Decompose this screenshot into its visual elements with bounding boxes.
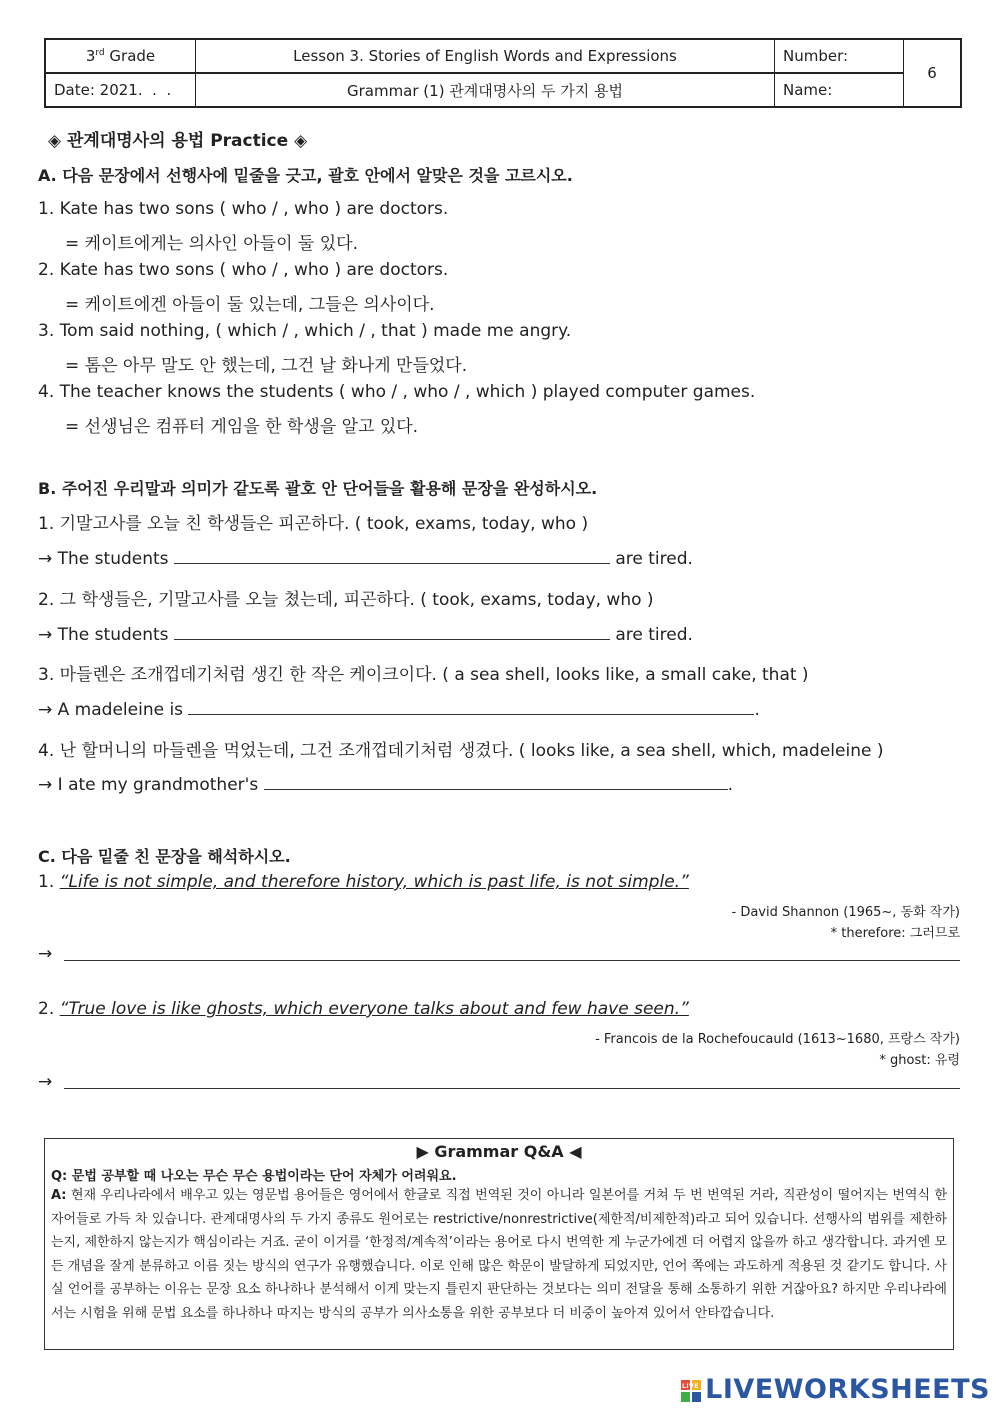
arrow: →	[38, 944, 53, 964]
section-c-item-2	[38, 999, 689, 1019]
answer-tail: .	[727, 775, 733, 795]
number-label: Number:	[775, 39, 904, 73]
translation-blank[interactable]	[64, 1072, 960, 1089]
qa-question	[51, 1165, 947, 1184]
section-a-item-4[interactable]: 4. The teacher knows the students ( who / , who / , which ) played computer games.	[38, 382, 756, 402]
quote-source: - Francois de la Rochefoucauld (1613~1680, 프랑스 작가)	[595, 1032, 960, 1047]
section-b-item-1-prompt: 1. 기말고사를 오늘 친 학생들은 피곤하다. ( took, exams, today, who )	[38, 514, 589, 534]
qa-title: ▶ Grammar Q&A ◀	[416, 1142, 582, 1161]
answer-tail: are tired.	[615, 549, 693, 569]
section-b-item-2-prompt: 2. 그 학생들은, 기말고사를 오늘 쳤는데, 피곤하다. ( took, exams, today, who )	[38, 590, 654, 610]
grade-number: 3	[85, 47, 96, 65]
quote: “True love is like ghosts, which everyone talks about and few have seen.”	[59, 999, 689, 1019]
answer-blank[interactable]	[188, 698, 754, 715]
section-b-item-3-answer	[38, 698, 760, 720]
q-text: 문법 공부할 때 나오는 무슨 무슨 용법이라는 단어 자체가 어려워요.	[67, 1169, 457, 1184]
item-number: 1.	[38, 872, 55, 892]
answer-lead: → I ate my grandmother's	[38, 775, 259, 795]
liveworksheets-logo-mark	[681, 1380, 701, 1402]
section-a-item-1-translation: = 케이트에게는 의사인 아들이 둘 있다.	[65, 234, 358, 254]
section-a-item-2-translation: = 케이트에겐 아들이 둘 있는데, 그들은 의사이다.	[65, 295, 435, 315]
section-b-item-1-answer	[38, 547, 693, 569]
a-text: 현재 우리나라에서 배우고 있는 영문법 용어들은 영어에서 한글로 직접 번역된 것이 아니라 일본어를 거쳐 두 번 번역된 거라, 직관성이 떨어지는 번역식 한자어들로 가득 차 있습니다. 관계대명사의 두 가지 종류도 원어로는 restrictive/nonrestrictive(제한적/비제한적)라고 되어 있습니다. 선행사의 범위를 제한하는지, 제한하지 않는지가 핵심이라는 거죠. 굳이 이거를 ‘한정적/계속적’이라는 용어로 다시 번역한 게 누군가에겐 더 어렵지 않을까 하고 생각합니다. 과거엔 모든 개념을 잘게 분류하고 이름 짓는 방식의 연구가 유행했습니다. 이로 인해 많은 학문이 발달하게 되었지만, 언어 쪽에는 과도하게 적용된 것 같기도 합니다. 사실 언어를 공부하는 이유는 문장 요소 하나하나 분석해서 이게 맞는지 틀린지 판단하는 것보다는 의미 전달을 통해 소통하기 위한 거잖아요? 하지만 우리나라에서는 시험을 위해 문법 요소를 하나하나 따지는 방식의 공부가 의사소통을 위한 공부보다 더 비중이 높아져 있어서 안타깝습니다.	[51, 1188, 947, 1321]
section-b-item-4-answer	[38, 773, 733, 795]
arrow: →	[38, 1072, 53, 1092]
qa-answer	[51, 1184, 947, 1325]
section-b-instruction: B. 주어진 우리말과 의미가 같도록 괄호 안 단어들을 활용해 문장을 완성하시오.	[38, 479, 598, 498]
vocab-note: * ghost: 유령	[879, 1053, 960, 1068]
q-label: Q:	[51, 1169, 68, 1184]
translation-line-1	[38, 944, 960, 964]
section-a-item-2[interactable]: 2. Kate has two sons ( who / , who ) are doctors.	[38, 260, 449, 280]
grade-suffix: rd	[95, 48, 105, 58]
date-label: Date: 2021. . .	[45, 73, 196, 107]
item-number: 2.	[38, 999, 55, 1019]
answer-tail: are tired.	[615, 625, 693, 645]
answer-tail: .	[754, 700, 760, 720]
header-table	[44, 38, 962, 108]
section-b-item-3-prompt: 3. 마들렌은 조개껍데기처럼 생긴 한 작은 케이크이다. ( a sea shell, looks like, a small cake, that )	[38, 665, 809, 685]
answer-lead: → The students	[38, 549, 169, 569]
section-c-item-1	[38, 872, 689, 892]
section-b-item-4-prompt: 4. 난 할머니의 마들렌을 먹었는데, 그건 조개껍데기처럼 생겼다. ( looks like, a sea shell, which, madeleine )	[38, 741, 884, 761]
answer-lead: → The students	[38, 625, 169, 645]
svg-text:LIVE: LIVE	[682, 1382, 699, 1390]
quote: “Life is not simple, and therefore history, which is past life, is not simple.”	[59, 872, 689, 892]
grade-cell	[45, 39, 196, 73]
grammar-qa-box	[44, 1138, 954, 1350]
grade-word: Grade	[104, 47, 156, 65]
answer-blank[interactable]	[174, 547, 610, 564]
section-a-instruction: A. 다음 문장에서 선행사에 밑줄을 긋고, 괄호 안에서 알맞은 것을 고르시오.	[38, 166, 573, 185]
section-a-item-3[interactable]: 3. Tom said nothing, ( which / , which / , that ) made me angry.	[38, 321, 572, 341]
liveworksheets-logo[interactable]	[681, 1374, 990, 1405]
answer-blank[interactable]	[264, 773, 728, 790]
vocab-note: * therefore: 그러므로	[830, 926, 960, 941]
lesson-title: Lesson 3. Stories of English Words and Expressions	[196, 39, 775, 73]
name-label: Name:	[775, 73, 904, 107]
brand-name: LIVEWORKSHEETS	[705, 1374, 990, 1405]
section-a-item-3-translation: = 톰은 아무 말도 안 했는데, 그건 날 화나게 만들었다.	[65, 356, 468, 376]
page-number: 6	[904, 39, 962, 107]
quote-source: - David Shannon (1965~, 동화 작가)	[731, 905, 960, 920]
section-c-instruction: C. 다음 밑줄 친 문장을 해석하시오.	[38, 847, 291, 866]
section-a-item-1[interactable]: 1. Kate has two sons ( who / , who ) are doctors.	[38, 199, 449, 219]
translation-line-2	[38, 1072, 960, 1092]
translation-blank[interactable]	[64, 944, 960, 961]
practice-title: ◈ 관계대명사의 용법 Practice ◈	[48, 131, 308, 151]
section-a-item-4-translation: = 선생님은 컴퓨터 게임을 한 학생을 알고 있다.	[65, 417, 419, 437]
subtitle: Grammar (1) 관계대명사의 두 가지 용법	[196, 73, 775, 107]
answer-blank[interactable]	[174, 623, 610, 640]
section-b-item-2-answer	[38, 623, 693, 645]
answer-lead: → A madeleine is	[38, 700, 184, 720]
a-label: A:	[51, 1188, 67, 1203]
